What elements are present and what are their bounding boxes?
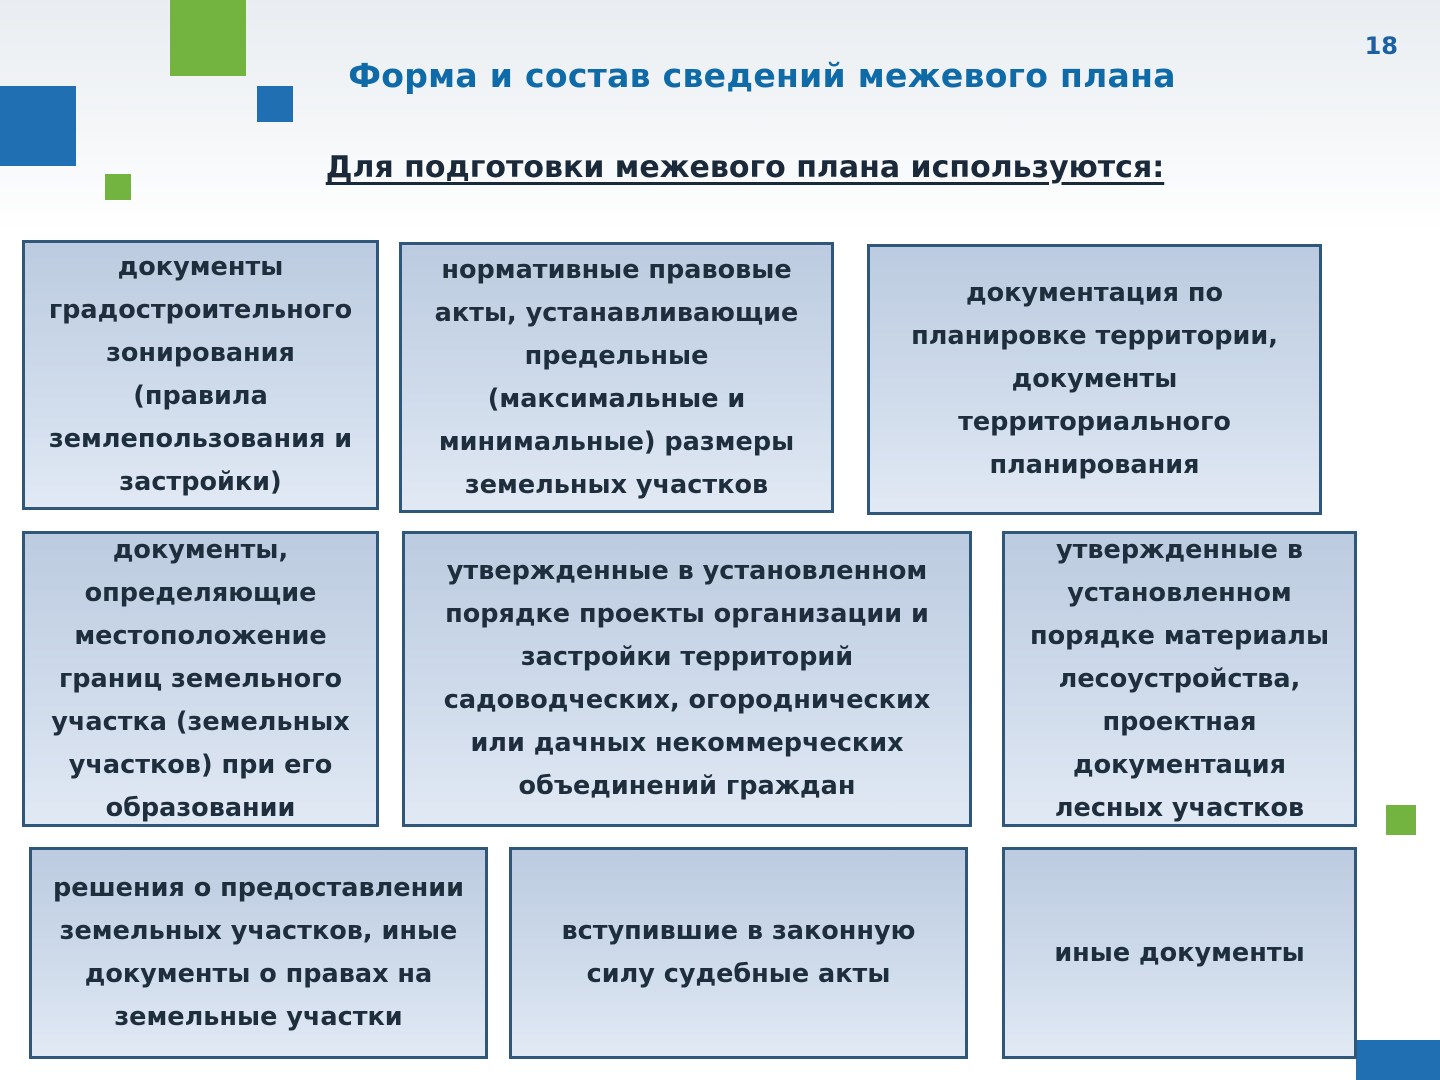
list-item-forest-materials: утвержденные в установленном порядке материалы лесоустройства, проектная документация лесных участков — [1002, 531, 1357, 827]
list-item-zoning-docs: документы градостроительного зонирования (правила землепользования и застройки) — [22, 240, 379, 510]
list-item-legal-acts: нормативные правовые акты, устанавливающие предельные (максимальные и минимальные) размеры земельных участков — [399, 242, 834, 513]
list-item-court-acts: вступившие в законную силу судебные акты — [509, 847, 968, 1059]
decor-square-green-right — [1386, 805, 1416, 835]
page-title: Форма и состав сведений межевого плана — [348, 56, 1176, 95]
page-number: 18 — [1364, 32, 1398, 60]
list-item-land-decisions: решения о предоставлении земельных участков, иные документы о правах на земельные участки — [29, 847, 488, 1059]
list-item-garden-projects: утвержденные в установленном порядке проекты организации и застройки территорий садоводческих, огороднических или дачных некоммерческих объединений граждан — [402, 531, 972, 827]
page-subtitle: Для подготовки межевого плана используются: — [325, 150, 1165, 185]
list-item-territory-planning: документация по планировке территории, документы территориального планирования — [867, 244, 1322, 515]
list-item-other-docs: иные документы — [1002, 847, 1357, 1059]
decor-square-blue-corner — [1356, 1040, 1440, 1080]
list-item-boundary-docs: документы, определяющие местоположение границ земельного участка (земельных участков) при его образовании — [22, 531, 379, 827]
